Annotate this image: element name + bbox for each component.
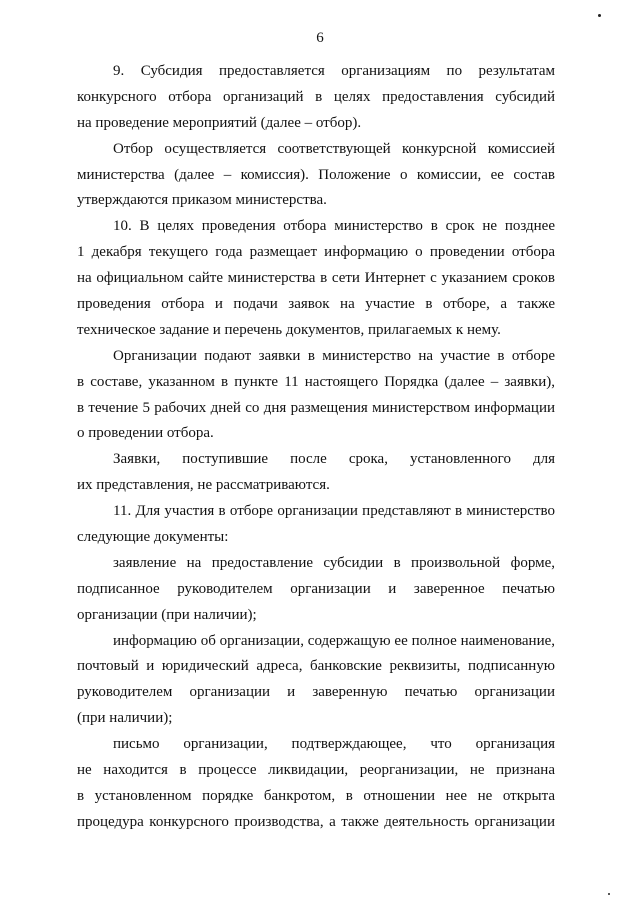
paragraph [77,344,555,448]
paragraph [77,629,555,733]
text-line: организации (при наличии); [77,606,257,623]
text-line: не находится в процессе ликвидации, реорганизации, не признана [77,762,555,779]
text-line: утверждаются приказом министерства. [77,192,327,209]
text-line: Отбор осуществляется соответствующей конкурсной комиссией [113,140,555,157]
scan-speck [608,893,610,895]
paragraph [77,214,555,343]
text-line: в течение 5 рабочих дней со дня размещения министерством информации [77,399,555,416]
text-line: Организации подают заявки в министерство на участие в отборе [113,347,555,364]
paragraph [77,137,555,215]
text-line: конкурсного отбора организаций в целях предоставления субсидий [77,88,555,105]
text-line: письмо организации, подтверждающее, что организация [113,736,555,753]
text-line: Заявки, поступившие после срока, установленного для [113,451,555,468]
text-line: о проведении отбора. [77,425,214,442]
text-line: руководителем организации и заверенную печатью организации [77,684,555,701]
text-line: 9. Субсидия предоставляется организациям по результатам [113,63,555,79]
text-line: на проведение мероприятий (далее – отбор). [77,114,362,131]
text-line: министерства (далее – комиссия). Положение о комиссии, ее состав [77,166,555,183]
text-line: почтовый и юридический адреса, банковские реквизиты, подписанную [77,658,555,675]
paragraph [77,59,555,137]
paragraph [77,447,555,499]
text-line: следующие документы: [77,529,229,546]
text-line: 1 декабря текущего года размещает информацию о проведении отбора [77,244,555,261]
page-number: 6 [316,30,324,46]
text-line: заявление на предоставление субсидии в произвольной форме, [113,554,555,571]
text-line: их представления, не рассматриваются. [77,477,330,494]
text-line: (при наличии); [77,710,173,727]
text-line: в установленном порядке банкротом, в отношении нее не открыта [77,787,555,804]
document-body [77,59,555,836]
scan-speck [598,14,601,17]
text-line: техническое задание и перечень документов, прилагаемых к нему. [77,321,501,338]
paragraph [77,551,555,629]
text-line: на официальном сайте министерства в сети Интернет с указанием сроков [77,270,555,287]
paragraph [77,732,555,836]
text-line: процедура конкурсного производства, а также деятельность организации [77,813,555,830]
text-line: в составе, указанном в пункте 11 настоящего Порядка (далее – заявки), [77,373,555,390]
text-line: информацию об организации, содержащую ее полное наименование, [113,632,555,649]
text-line: подписанное руководителем организации и заверенное печатью [77,580,555,597]
text-line: 10. В целях проведения отбора министерство в срок не позднее [113,218,555,235]
text-line: проведения отбора и подачи заявок на участие в отборе, а также [77,296,555,313]
paragraph [77,499,555,551]
text-line: 11. Для участия в отборе организации представляют в министерство [113,503,555,520]
